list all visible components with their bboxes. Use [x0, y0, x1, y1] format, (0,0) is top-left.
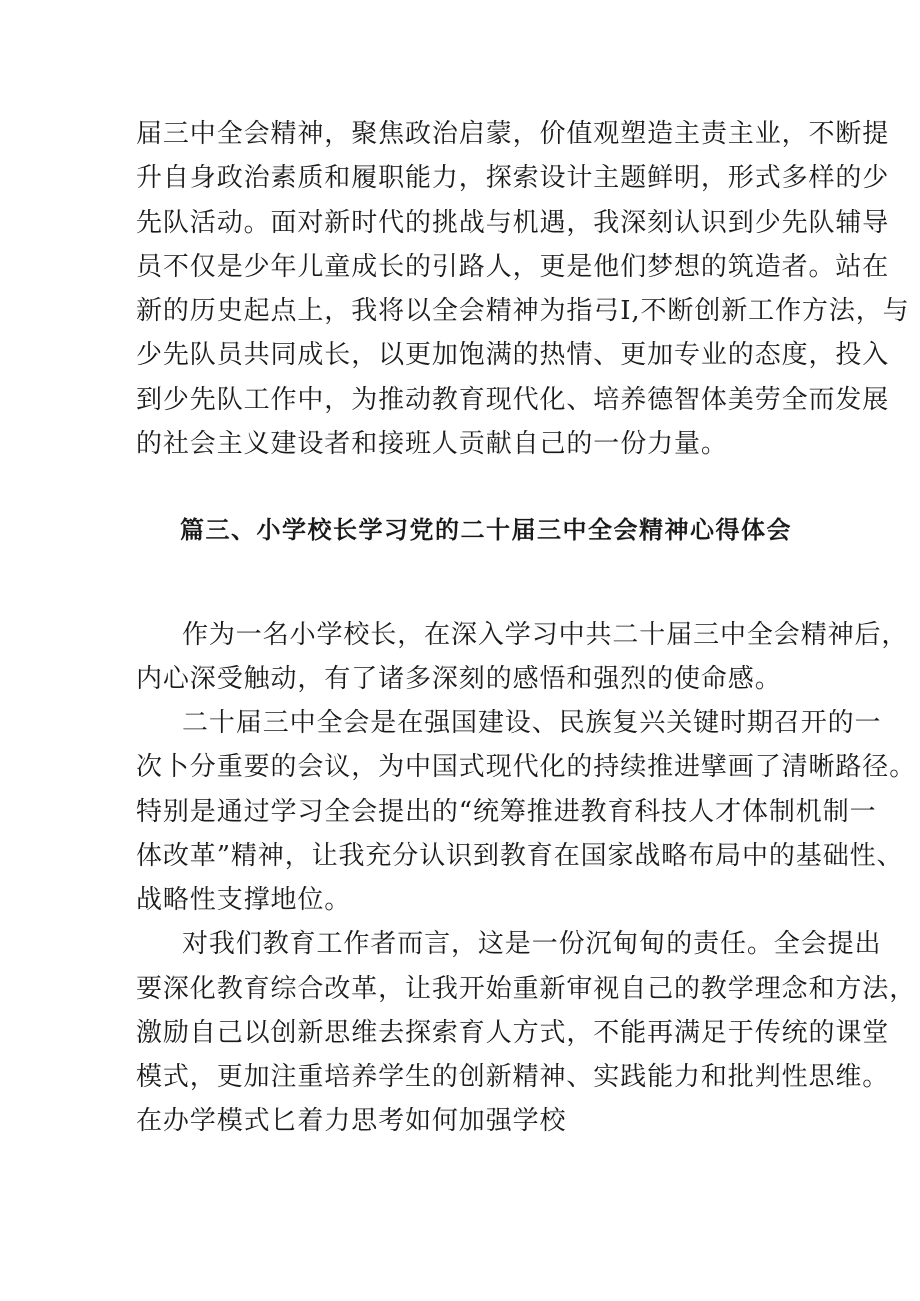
paragraph-line: 战略性支撑地位。 [136, 885, 352, 915]
paragraph-line: 员不仅是少年儿童成长的引路人，更是他们梦想的筑造者。站在 [136, 252, 890, 282]
paragraph-line: 特别是通过学习全会提出的“统筹推进教育科技人才体制机制一 [136, 797, 877, 827]
paragraph-line: 在办学模式匕着力思考如何加强学校 [136, 1106, 567, 1136]
paragraph-line: 对我们教育工作者而言，这是一份沉甸甸的责任。全会提出 [182, 929, 882, 959]
paragraph-line: 内心深受触动，有了诸多深刻的感悟和强烈的使命感。 [136, 664, 782, 694]
paragraph-line: 激励自己以创新思维去探索育人方式，不能再满足于传统的课堂 [136, 1018, 890, 1048]
paragraph-line: 先队活动。面对新时代的挑战与机遇，我深刻认识到少先队辅导 [136, 208, 890, 238]
paragraph-line: 体改革”精神，让我充分认识到教育在国家战略布局中的基础性、 [136, 841, 904, 871]
paragraph-line: 到少先队工作中，为推动教育现代化、培养德智体美劳全而发展 [136, 385, 890, 415]
paragraph-line: 升自身政治素质和履职能力，探索设计主题鲜明，形式多样的少 [136, 163, 890, 193]
paragraph-line: 作为一名小学校长，在深入学习中共二十届三中全会精神后， [182, 620, 909, 650]
paragraph-line: 二十届三中全会是在强国建设、民族复兴关键时期召开的一 [182, 708, 882, 738]
paragraph-line: 少先队员共同成长，以更加饱满的热情、更加专业的态度，投入 [136, 340, 890, 370]
section-heading: 篇三、小学校长学习党的二十届三中全会精神心得体会 [180, 516, 792, 544]
paragraph-line: 次卜分重要的会议，为中国式现代化的持续推进擘画了清晰路径。 [136, 752, 917, 782]
paragraph-line: 届三中全会精神，聚焦政治启蒙，价值观塑造主责主业，不断提 [136, 119, 890, 149]
paragraph-line: 模式，更加注重培养学生的创新精神、实践能力和批判性思维。 [136, 1062, 890, 1092]
paragraph-line: 要深化教育综合改革，让我开始重新审视自己的教学理念和方法， [136, 974, 917, 1004]
paragraph-line: 的社会主义建设者和接班人贡献自己的一份力量。 [136, 429, 728, 459]
paragraph-line: 新的历史起点上，我将以全会精神为指弓I,不断创新工作方法，与 [136, 296, 910, 326]
